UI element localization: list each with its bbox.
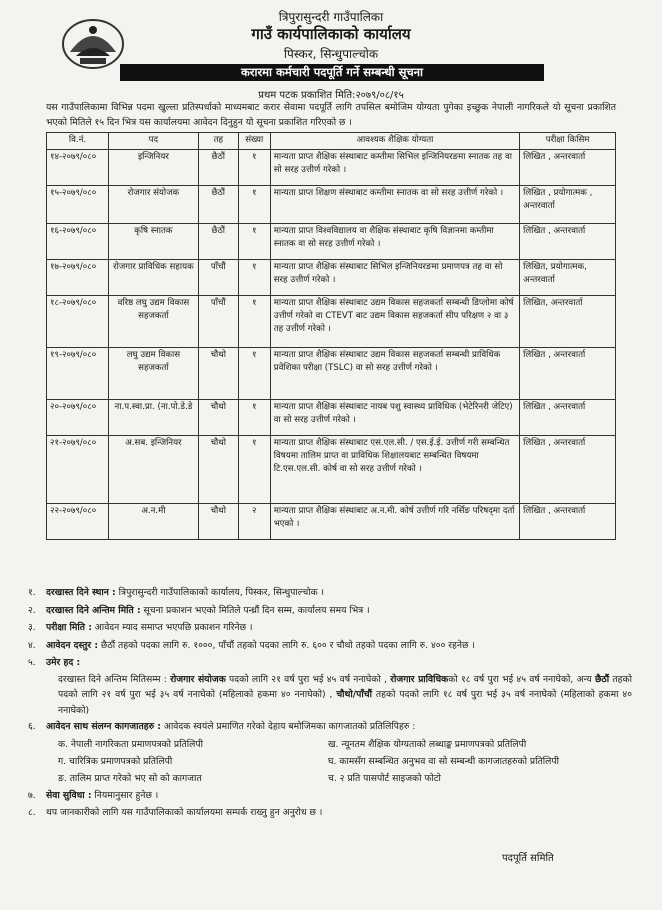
age-detail-text: तहको पदको लागि २१ वर्ष पुरा भई ३५ वर्ष ननाघेको (महिलाको हकमा ४० ननाघेको) , <box>58 673 632 700</box>
age-detail-text: को १८ वर्ष पुरा भई ४५ वर्ष ननाघेको, अन्य <box>448 673 595 685</box>
table-row <box>47 260 616 296</box>
cell-exam: लिखित , अन्तरवार्ता <box>520 400 616 436</box>
cell-count: १ <box>238 436 270 504</box>
cell-level: पाँचौं <box>198 260 238 296</box>
cell-level: चौथो <box>198 504 238 540</box>
list-item: ग. चारित्रिक प्रमाणपत्रको प्रतिलिपी <box>58 755 173 767</box>
cell-exam: लिखित , प्रयोगात्मक , अन्तरवार्ता <box>520 186 616 224</box>
cell-qualification: मान्यता प्राप्त विश्वविद्यालय वा शैक्षिक संस्थाबाट कृषि विज्ञानमा कम्तीमा स्नातक वा सो सरह उत्तीर्ण गरेको । <box>270 224 519 260</box>
term-fee <box>28 637 632 655</box>
cell-count: १ <box>238 348 270 400</box>
cell-qualification: मान्यता प्राप्त शैक्षिक संस्थाबाट एस.एल.सी. / एस.ई.ई. उत्तीर्ण गरी सम्बन्धित विषयमा तालिम प्राप्त वा प्राविधिक शिक्षालयबाट सम्बन्धित विषयमा टि.एस.एल.सी. कोर्ष वा सो सरह उत्तीर्ण गरेको । <box>270 436 519 504</box>
header-qualification: आवश्यक शैक्षिक योग्यता <box>270 133 519 150</box>
cell-qualification: मान्यता प्राप्त शैक्षिक संस्थाबाट अ.न.मी. कोर्ष उत्तीर्ण गरि नर्सिङ परिषद्‌मा दर्ता भएको । <box>270 504 519 540</box>
list-item: क. नेपाली नागरिकता प्रमाणपत्रको प्रतिलिपी <box>58 738 203 750</box>
term-number: ६. <box>28 721 36 732</box>
cell-sn: २१-२०७९/०८० <box>47 436 109 504</box>
office-name: गाउँ कार्यपालिकाको कार्यालय <box>251 25 411 43</box>
term-text: त्रिपुरासुन्दरी गाउँपालिकाको कार्यालय, पिस्कर, सिन्धुपाल्चोक । <box>115 587 325 598</box>
cell-level: चौथो <box>198 348 238 400</box>
header-sn: वि.नं. <box>47 133 109 150</box>
age-detail-post: रोजगार प्राविधिक <box>390 673 449 685</box>
table-header-row <box>47 133 616 150</box>
term-text: सूचना प्रकाशन भएको मितिले पन्ध्रौं दिन सम्म, कार्यालय समय भित्र । <box>140 604 370 616</box>
notice-title-banner: करारमा कर्मचारी पदपूर्ति गर्ने सम्बन्धी सूचना <box>120 64 544 81</box>
intro-paragraph: यस गाउँपालिकामा विभिन्न पदमा खुल्ला प्रतिस्पर्धाको माध्यमबाट करार सेवामा पदपूर्ति लागि तपसिल बमोजिम योग्यता पुगेका इच्छुक नेपाली नागरिकले यो सूचना प्रकाशित भएको मितिले १५ दिन भित्र यस कार्यालयमा आवेदन दिनुहुन यो सूचना प्रकाशित गरिएको छ । <box>46 102 616 128</box>
cell-level: छैठौं <box>198 186 238 224</box>
cell-count: १ <box>238 400 270 436</box>
term-contact <box>28 804 632 822</box>
cell-sn: १५-२०७९/०८० <box>47 186 109 224</box>
age-limit-detail <box>28 672 632 719</box>
cell-post: रोजगार प्राविधिक सहायक <box>108 260 198 296</box>
cell-post: लघु उद्यम विकास सहजकर्ता <box>108 348 198 400</box>
cell-post: ना.प.स्वा.प्रा. (ना.पो.डे.डे <box>108 400 198 436</box>
term-number: ४. <box>28 639 36 651</box>
cell-qualification: मान्यता प्राप्त शैक्षिक संस्थाबाट सिभिल इन्जिनियरङमा प्रमाणपत्र तह वा सो सरह उत्तीर्ण गरेको । <box>270 260 519 296</box>
first-published-date: प्रथम पटक प्रकाशित मिति:२०७९/०८/१५ <box>258 90 404 101</box>
term-exam-date <box>28 619 632 637</box>
vacancy-table <box>46 132 616 540</box>
list-item: घ. कामसँग सम्बन्धित अनुभव वा सो सम्बन्धी कागजातहरुको प्रतिलिपी <box>328 755 559 767</box>
cell-post: अ.सब. इन्जिनियर <box>108 436 198 504</box>
term-number: ३. <box>28 622 36 633</box>
term-label: आवेदन साथ संलग्न कागजातहरु : <box>46 721 161 732</box>
table-row <box>47 348 616 400</box>
age-detail-post: चौथो/पाँचौं <box>336 689 372 700</box>
cell-exam: लिखित , अन्तरवार्ता <box>520 348 616 400</box>
term-number: ५. <box>28 657 36 668</box>
header-level: तह <box>198 133 238 150</box>
cell-sn: २०-२०७९/०८० <box>47 400 109 436</box>
cell-qualification: मान्यता प्राप्त शैक्षिक संस्थाबाट कम्तीमा सिभिल इन्जिनियरङमा स्नातक तह वा सो सरह उत्तीर्ण गरेको । <box>270 150 519 186</box>
term-label: आवेदन दस्तुर : <box>46 639 98 651</box>
cell-level: चौथो <box>198 436 238 504</box>
age-detail-text: दरखास्त दिने अन्तिम मितिसम्म : <box>58 673 171 685</box>
cell-level: छैठौं <box>198 224 238 260</box>
attachment-list <box>28 736 632 787</box>
term-number: ७. <box>28 789 36 801</box>
term-number: २. <box>28 604 36 616</box>
cell-qualification: मान्यता प्राप्त शिक्षण संस्थाबाट कम्तीमा स्नातक वा सो सरह उत्तीर्ण गरेको । <box>270 186 519 224</box>
term-label: सेवा सुविधा : <box>46 789 92 801</box>
cell-count: २ <box>238 504 270 540</box>
cell-sn: १९-२०७९/०८० <box>47 348 109 400</box>
table-row <box>47 186 616 224</box>
term-label: उमेर हद : <box>46 657 81 668</box>
term-label: दरखास्त दिने स्थान : <box>46 587 116 598</box>
table-row <box>47 504 616 540</box>
header-count: संख्या <box>238 133 270 150</box>
cell-level: पाँचौं <box>198 296 238 348</box>
header-exam-type: परीक्षा किसिम <box>520 133 616 150</box>
cell-exam: लिखित , अन्तरवार्ता <box>520 150 616 186</box>
term-label: दरखास्त दिने अन्तिम मिति : <box>46 604 141 616</box>
cell-qualification: मान्यता प्राप्त शैक्षिक संस्थाबाट उद्यम विकास सहजकर्ता सम्बन्धी डिप्लोमा कोर्ष उत्तीर्ण गरेको वा CTEVT बाट उद्यम विकास सहजकर्ता सीप परिक्षण २ वा ३ तह उत्तीर्ण गरेको । <box>270 296 519 348</box>
age-detail-post: छैठौं <box>594 673 610 685</box>
term-benefits <box>28 787 632 805</box>
list-item: च. २ प्रति पासपोर्ट साइजको फोटो <box>328 772 441 784</box>
cell-exam: लिखित , अन्तरवार्ता <box>520 504 616 540</box>
cell-level: चौथो <box>198 400 238 436</box>
age-detail-text: पदको लागि २१ वर्ष पुरा भई ४५ वर्ष ननाघेको , <box>225 673 391 685</box>
cell-post: इन्जिनियर <box>108 150 198 186</box>
cell-count: १ <box>238 260 270 296</box>
cell-exam: लिखित, प्रयोगात्मक, अन्तरवार्ता <box>520 260 616 296</box>
term-text: नियमानुसार हुनेछ । <box>91 789 159 801</box>
cell-count: १ <box>238 296 270 348</box>
cell-post: रोजगार संयोजक <box>108 186 198 224</box>
cell-level: छैठौं <box>198 150 238 186</box>
term-number: १. <box>28 587 36 598</box>
table-row <box>47 436 616 504</box>
office-address: पिस्कर, सिन्धुपाल्चोक <box>283 47 379 61</box>
term-application-place <box>28 584 632 602</box>
term-attachments <box>28 718 632 736</box>
cell-sn: १४-२०७९/०८० <box>47 150 109 186</box>
municipality-name: त्रिपुरासुन्दरी गाउँपालिका <box>278 10 384 24</box>
cell-post: कृषि स्नातक <box>108 224 198 260</box>
cell-count: १ <box>238 186 270 224</box>
table-row <box>47 224 616 260</box>
cell-exam: लिखित , अन्तरवार्ता <box>520 436 616 504</box>
term-text: आवेदक स्वयंले प्रमाणित गरेको देहाय बमोजिमका कागजातको प्रतिलिपिहरु : <box>160 721 416 732</box>
notice-terms <box>28 584 632 822</box>
cell-sn: १८-२०७९/०८० <box>47 296 109 348</box>
cell-exam: लिखित , अन्तरवार्ता <box>520 224 616 260</box>
cell-exam: लिखित, अन्तरवार्ता <box>520 296 616 348</box>
list-item: ङ. तालिम प्राप्त गरेको भए सो को कागजात <box>58 772 202 784</box>
header-post: पद <box>108 133 198 150</box>
age-detail-post: रोजगार संयोजक <box>170 673 226 685</box>
cell-count: १ <box>238 150 270 186</box>
table-row <box>47 296 616 348</box>
cell-qualification: मान्यता प्राप्त शैक्षिक संस्थाबाट उद्यम विकास सहजकर्ता सम्बन्धी प्राविधिक प्रवेशिका परीक्षा (TSLC) वा सो सरह उत्तीर्ण गरेको । <box>270 348 519 400</box>
cell-sn: १६-२०७९/०८० <box>47 224 109 260</box>
term-age-limit <box>28 654 632 672</box>
table-row <box>47 150 616 186</box>
cell-post: अ.न.मी <box>108 504 198 540</box>
cell-post: वरिष्ठ लघु उद्यम विकास सहजकर्ता <box>108 296 198 348</box>
list-item: ख. न्यूनतम शैक्षिक योग्यताको लब्धाङ्क प्रमाणपत्रको प्रतिलिपी <box>328 738 527 750</box>
cell-sn: १७-२०७९/०८० <box>47 260 109 296</box>
term-text: छैठौं तहको पदका लागि रु. १०००, पाँचौं तहको पदका लागि रु. ६०० र चौथो तहको पदका लागि रु. ४०० रहनेछ । <box>98 639 475 651</box>
term-text: आवेदन म्याद समाप्त भएपछि प्रकाशन गरिनेछ । <box>91 622 253 633</box>
cell-count: १ <box>238 224 270 260</box>
cell-sn: २२-२०७९/०८० <box>47 504 109 540</box>
cell-qualification: मान्यता प्राप्त शैक्षिक संस्थाबाट नायब पशु स्वास्थ्य प्राविधिक (भेटेरिनरी जेटिए) वा सो सरह उत्तीर्ण गरेको । <box>270 400 519 436</box>
term-deadline <box>28 602 632 620</box>
term-number: ८. <box>28 807 36 818</box>
table-row <box>47 400 616 436</box>
signature-committee: पदपूर्ति समिति <box>502 853 554 864</box>
term-text: थप जानकारीको लागि यस गाउँपालिकाको कार्यालयमा सम्पर्क राख्नु हुन अनुरोध छ । <box>46 807 323 818</box>
age-detail-text: तहको पदको लागि १८ वर्ष पुरा भई ३५ वर्ष ननाघेको (महिलाको हकमा ४० ननाघेको) <box>58 689 632 716</box>
term-label: परीक्षा मिति : <box>46 622 92 633</box>
